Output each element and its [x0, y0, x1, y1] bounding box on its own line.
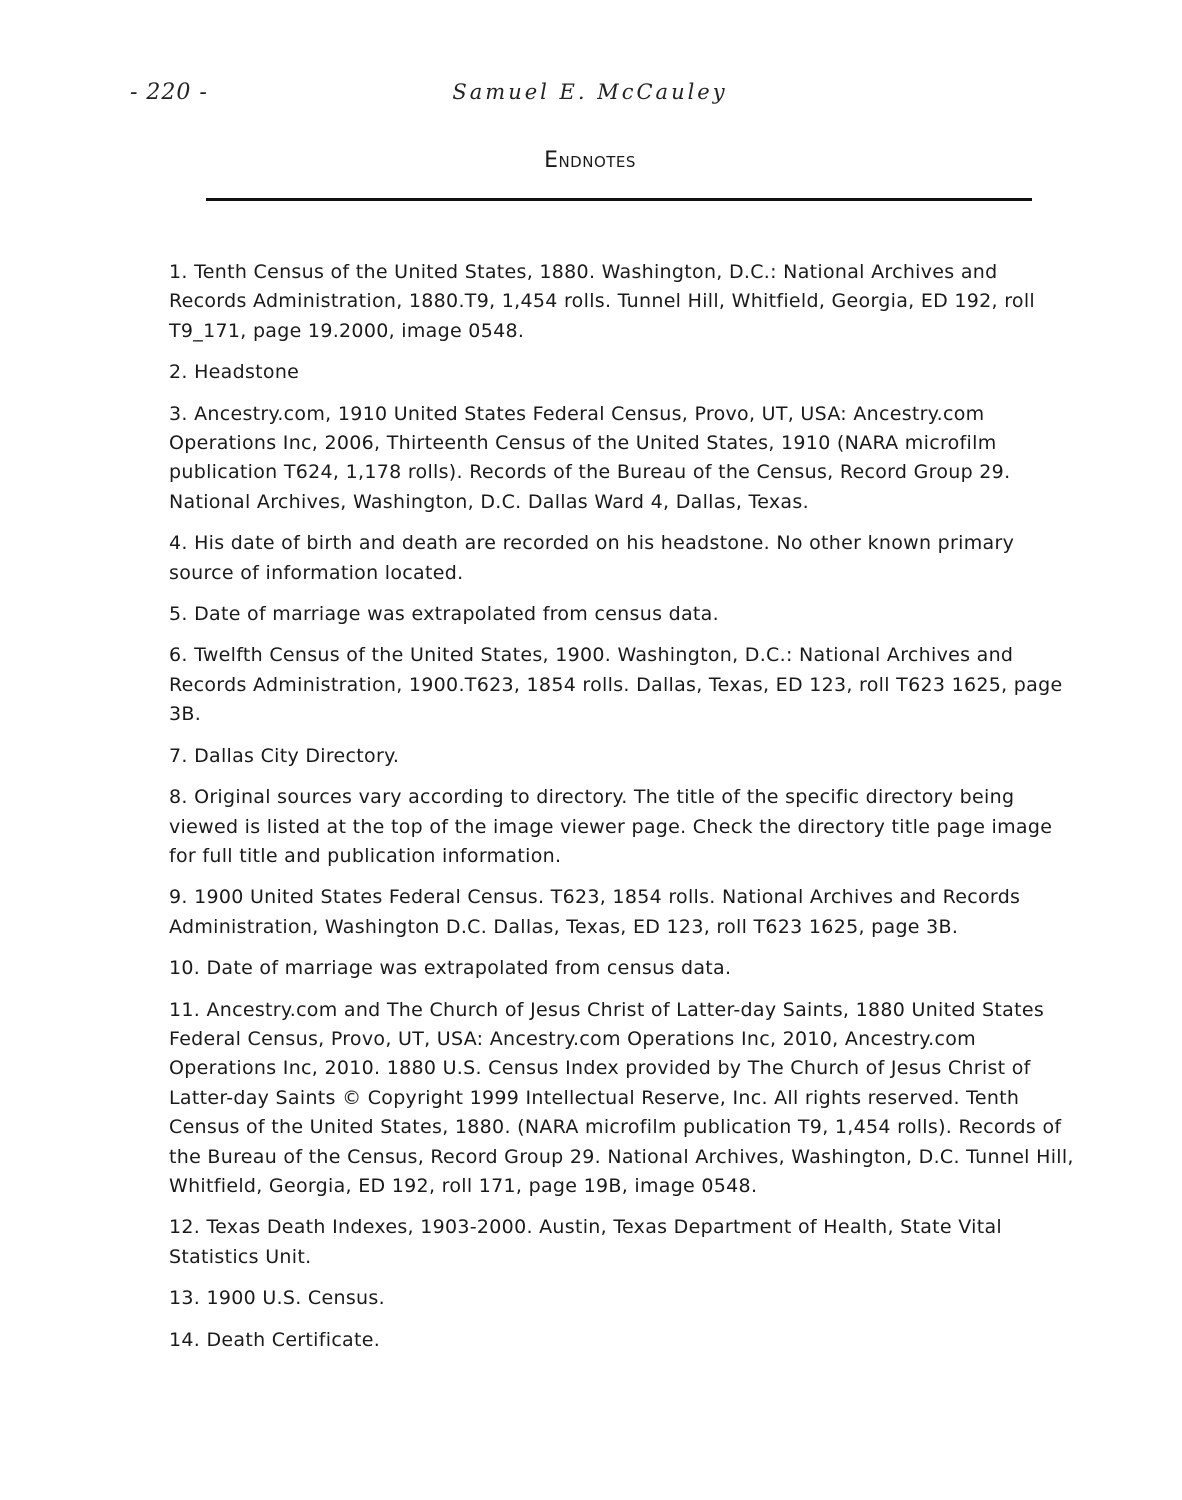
endnote-11: 11. Ancestry.com and The Church of Jesus Christ of Latter-day Saints, 1880 United States Federal Census, Provo, UT, USA: Ancestry.com Operations Inc, 2010, Ancestry.com Operations Inc, 2010. 1880 U.S. Census Index provided by The Church of Jesus Christ of Latter-day Saints © Copyright 1999 Intellectual Reserve, Inc. All rights reserved. Tenth Census of the United States, 1880. (NARA microfilm publication T9, 1,454 rolls). Records of the Bureau of the Census, Record Group 29. National Archives, Washington, D.C. Tunnel Hill, Whitfield, Georgia, ED 192, roll 171, page 19B, image 0548. [169, 998, 1074, 1197]
endnote-6: 6. Twelfth Census of the United States, 1900. Washington, D.C.: National Archives and Records Administration, 1900.T623, 1854 rolls. Dallas, Texas, ED 123, roll T623 1625, page 3B. [169, 644, 1063, 726]
endnote-14: 14. Death Certificate. [169, 1328, 381, 1351]
page-number: - 220 - [130, 80, 208, 105]
endnote-4: 4. His date of birth and death are recorded on his headstone. No other known primary source of information located. [169, 532, 1015, 584]
endnote-5: 5. Date of marriage was extrapolated from census data. [169, 603, 719, 626]
endnote-10: 10. Date of marriage was extrapolated from census data. [169, 957, 732, 980]
title-rule [206, 198, 1032, 201]
endnote-3: 3. Ancestry.com, 1910 United States Federal Census, Provo, UT, USA: Ancestry.com Operations Inc, 2006, Thirteenth Census of the United States, 1910 (NARA microfilm publication T624, 1,178 rolls). Records of the Bureau of the Census, Record Group 29. National Archives, Washington, D.C. Dallas Ward 4, Dallas, Texas. [169, 402, 1011, 513]
endnote-2: 2. Headstone [169, 361, 300, 384]
endnote-8: 8. Original sources vary according to directory. The title of the specific directory being viewed is listed at the top of the image viewer page. Check the directory title page image for full title and publication information. [169, 786, 1053, 867]
running-head-author: Samuel E. McCauley [452, 80, 728, 104]
endnote-12: 12. Texas Death Indexes, 1903-2000. Austin, Texas Department of Health, State Vital Statistics Unit. [169, 1216, 1002, 1268]
endnote-1: 1. Tenth Census of the United States, 1880. Washington, D.C.: National Archives and Records Administration, 1880.T9, 1,454 rolls. Tunnel Hill, Whitfield, Georgia, ED 192, roll T9_171, page 19.2000, image 0548. [169, 261, 1036, 342]
endnote-7: 7. Dallas City Directory. [169, 744, 400, 767]
endnote-9: 9. 1900 United States Federal Census. T623, 1854 rolls. National Archives and Records Administration, Washington D.C. Dallas, Texas, ED 123, roll T623 1625, page 3B. [169, 886, 1021, 938]
endnotes-list [169, 258, 1075, 1367]
section-title: Endnotes [544, 148, 636, 173]
endnote-13: 13. 1900 U.S. Census. [169, 1287, 385, 1310]
